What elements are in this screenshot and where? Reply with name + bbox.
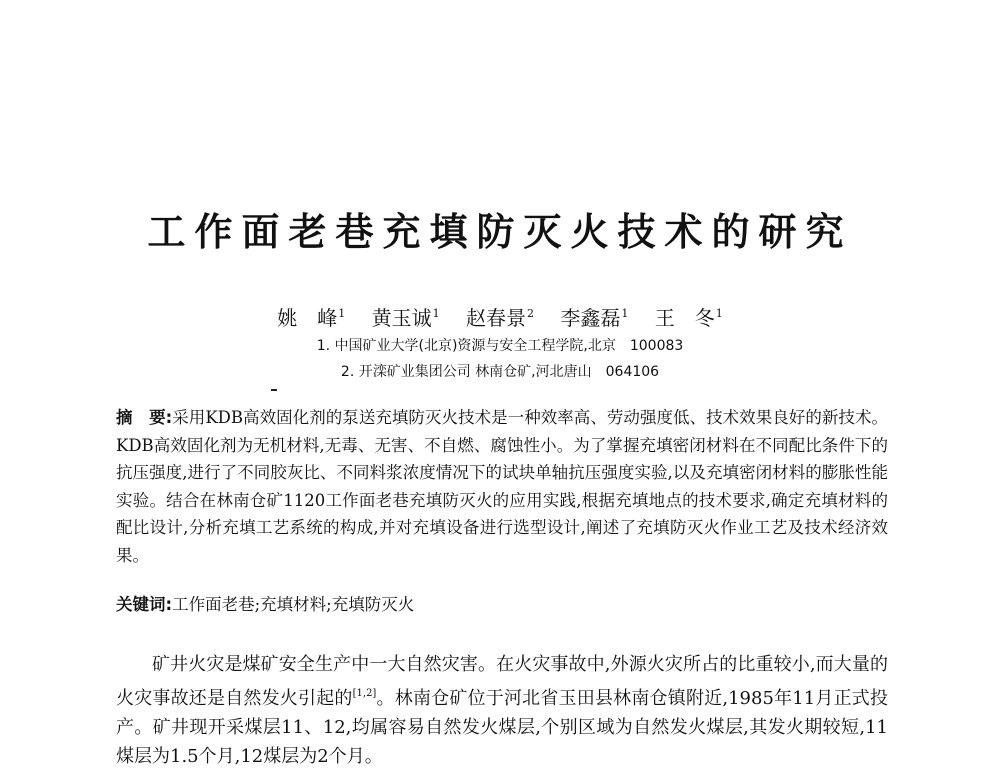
affiliation-mark: 1: [432, 307, 440, 320]
keywords-label: 关键词:: [116, 595, 173, 614]
affiliation-2: 2. 开滦矿业集团公司 林南仓矿,河北唐山 064106: [340, 364, 660, 380]
abstract-label: 摘 要:: [116, 408, 173, 427]
divider-mark: [271, 389, 277, 391]
body-paragraph: [116, 650, 888, 771]
affiliation-mark: 1: [715, 307, 723, 320]
abstract-text: 采用KDB高效固化剂的泵送充填防灭火技术是一种效率高、劳动强度低、技术效果良好的新技术。KDB高效固化剂为无机材料,无毒、无害、不自燃、腐蚀性小。为了掌握充填密闭材料在不同配比条件下的抗压强度,进行了不同胶灰比、不同料浆浓度情况下的试块单轴抗压强度实验,以及充填密闭材料的膨胀性能实验。结合在林南仓矿1120工作面老巷充填防灭火的应用实践,根据充填地点的技术要求,确定充填材料的配比设计,分析充填工艺系统的构成,并对充填设备进行选型设计,阐述了充填防灭火作业工艺及技术经济效果。: [116, 408, 888, 565]
affiliation-1: 1. 中国矿业大学(北京)资源与安全工程学院,北京 100083: [316, 338, 684, 354]
author-name: 赵春景: [466, 306, 526, 330]
affiliation-mark: 1: [338, 307, 346, 320]
author: [277, 301, 345, 331]
body-text-part: 。林南仓矿位于河北省玉田县林南仓镇附近,1985年11月正式投产。矿井现开采煤层11、12,均属容易自然发火煤层,个别区域为自然发火煤层,其发火期较短,11煤层为1.5个月,12煤层为2个月。: [116, 688, 889, 767]
keywords: [116, 591, 888, 618]
author: [655, 301, 723, 331]
author: [466, 301, 534, 331]
affiliation-mark: 2: [527, 307, 534, 320]
paper-title: 工作面老巷充填防灭火技术的研究: [147, 210, 853, 254]
author: [560, 301, 628, 331]
citation: [1,2]: [352, 688, 377, 699]
body-text-part: 矿井火灾是煤矿安全生产中一大自然灾害。在火灾事故中,外源火灾所占的比重较小,而大量的火灾事故还是自然发火引起的: [116, 654, 888, 709]
author-name: 黄玉诚: [371, 306, 432, 330]
keywords-text: 工作面老巷;充填材料;充填防灭火: [172, 595, 415, 614]
author-name: 李鑫磊: [560, 306, 621, 330]
author-name: 王 冬: [654, 306, 715, 330]
abstract: [116, 404, 888, 569]
author-list: [0, 301, 1000, 331]
affiliation-mark: 1: [621, 307, 629, 320]
author: [372, 301, 440, 331]
author-name: 姚 峰: [277, 306, 338, 330]
